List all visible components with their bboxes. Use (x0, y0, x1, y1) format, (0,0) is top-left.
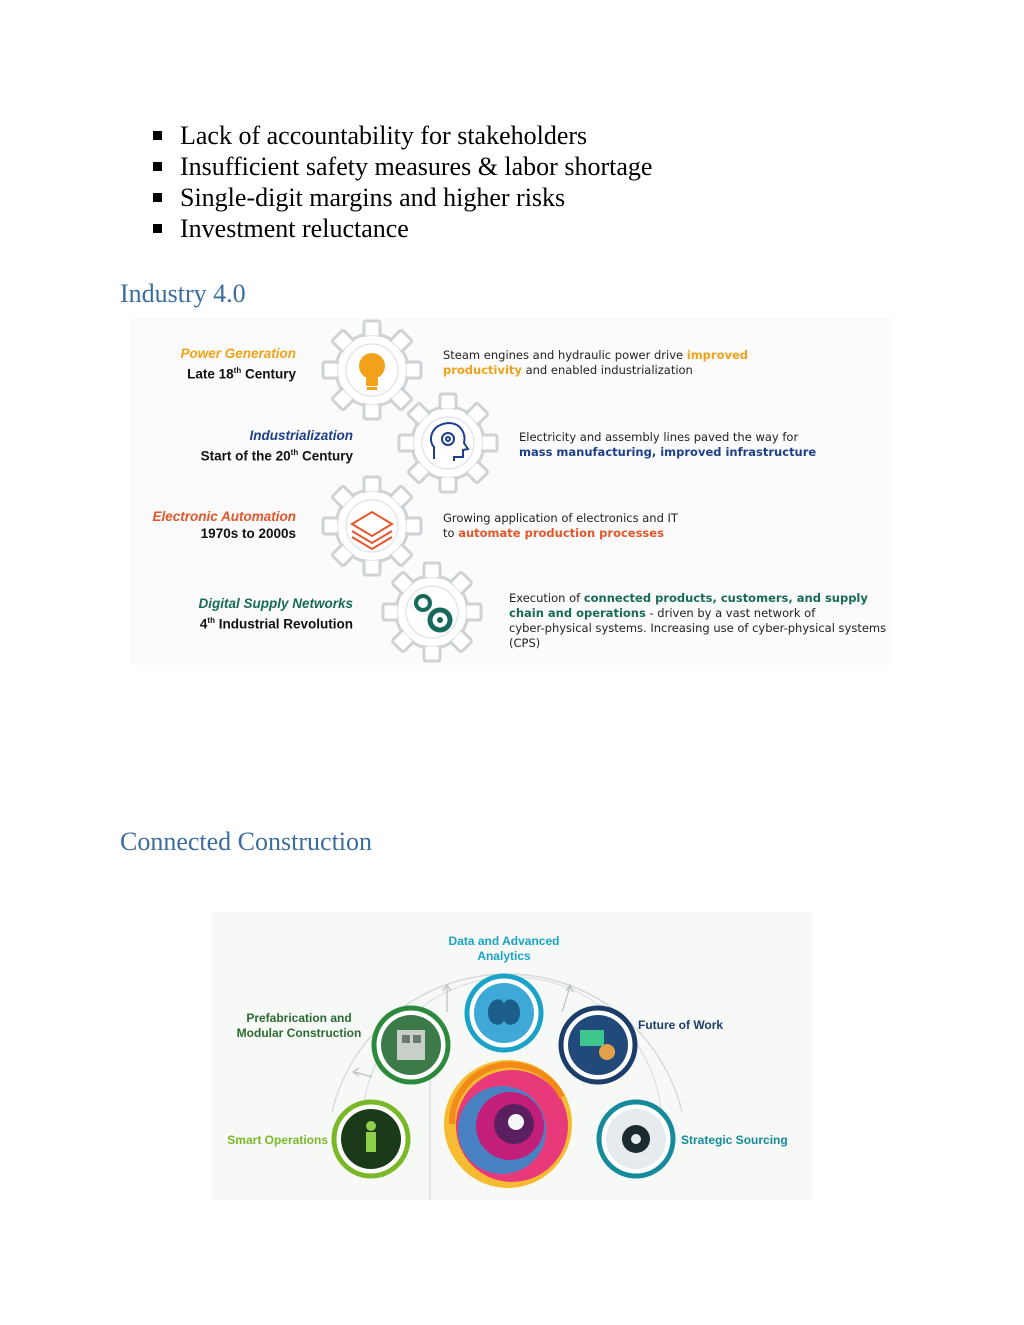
era-description-industrialization: Electricity and assembly lines paved the way for mass manufacturing, improved infrastructure (519, 430, 817, 459)
gear-digital-supply-networks (383, 563, 481, 661)
era-period: Late 18th Century (187, 366, 296, 382)
era-period: 1970s to 2000s (200, 526, 296, 541)
label-smart-operations: Smart Operations (227, 1133, 328, 1147)
gear-electronic-automation (323, 477, 421, 575)
label-strategic-sourcing: Strategic Sourcing (681, 1133, 788, 1147)
bullet-square-icon (153, 224, 162, 233)
label-prefabrication: Prefabrication and Modular Construction (236, 1011, 362, 1040)
era-label-digital-supply-networks (170, 595, 353, 633)
bullet-square-icon (153, 162, 162, 171)
bullet-text: Single-digit margins and higher risks (180, 183, 566, 212)
era-name: Industrialization (249, 428, 353, 443)
bullet-text: Investment reluctance (180, 214, 409, 243)
era-name: Power Generation (180, 346, 296, 361)
node-smart-operations (334, 1102, 408, 1176)
gear-power-generation (323, 321, 421, 419)
era-label-electronic-automation (140, 508, 296, 542)
era-description-digital-supply-networks: Execution of connected products, customers, and supply chain and operations - driven by a vast network of cyber-physical systems. Increasing use of cyber-physical systems (CPS) (509, 591, 887, 650)
era-description-electronic-automation: Growing application of electronics and IT to automate production processes (443, 511, 678, 540)
list-item (150, 182, 652, 213)
list-item (150, 120, 652, 151)
node-prefabrication (374, 1008, 448, 1082)
label-future-of-work: Future of Work (638, 1018, 724, 1032)
list-item (150, 151, 652, 182)
era-label-power-generation (150, 345, 296, 383)
era-period: 4th Industrial Revolution (199, 616, 353, 632)
bullet-text: Insufficient safety measures & labor shortage (180, 152, 653, 181)
connected-construction-figure (212, 912, 812, 1200)
node-future-of-work (561, 1008, 635, 1082)
node-data-analytics (467, 976, 541, 1050)
center-swirl-graphic (444, 1060, 572, 1188)
era-label-industrialization (170, 427, 353, 465)
era-name: Electronic Automation (152, 509, 296, 524)
gear-industrialization (399, 394, 497, 492)
era-name: Digital Supply Networks (198, 596, 353, 611)
bullet-list (150, 120, 652, 244)
label-data-analytics: Data and Advanced Analytics (448, 934, 560, 963)
era-description-power-generation: Steam engines and hydraulic power drive improved productivity and enabled industrialization (443, 348, 749, 377)
industry-evolution-figure (130, 318, 892, 665)
bullet-text: Lack of accountability for stakeholders (180, 121, 588, 150)
bullet-square-icon (153, 131, 162, 140)
era-period: Start of the 20th Century (200, 448, 353, 464)
list-item (150, 213, 652, 244)
node-strategic-sourcing (599, 1102, 673, 1176)
bullet-square-icon (153, 193, 162, 202)
section-heading-industry: Industry 4.0 (120, 279, 246, 308)
section-heading-connected: Connected Construction (120, 827, 373, 856)
